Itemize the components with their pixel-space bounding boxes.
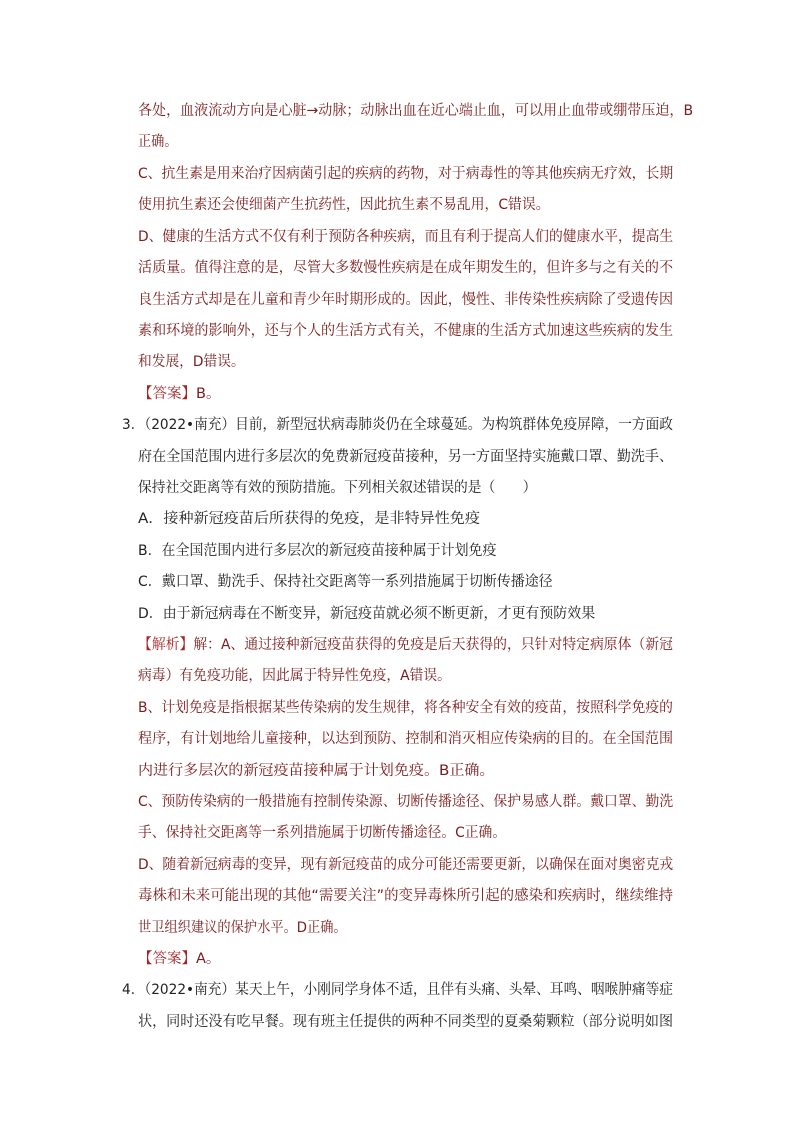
analysis-line: 使用抗生素还会使细菌产生抗药性，因此抗生素不易乱用，C错误。 <box>138 197 550 213</box>
analysis-line: D、随着新冠病毒的变异，现有新冠疫苗的成分可能还需要更新，以确保在面对奥密克戎 <box>138 857 674 873</box>
question-stem-line: 保持社交距离等有效的预防措施。下列相关叙述错误的是（ ） <box>138 480 537 496</box>
answer-line <box>138 949 220 969</box>
analysis-line: 和发展，D错误。 <box>138 354 245 370</box>
answer-line <box>138 384 220 404</box>
analysis-line: 毒株和未来可能出现的其他“需要关注”的变异毒株所引起的感染和疾病时，继续维持 <box>138 888 674 904</box>
option-b: B．在全国范围内进行多层次的新冠疫苗接种属于计划免疫 <box>138 543 497 559</box>
question-stem-line: 府在全国范围内进行多层次的免费新冠疫苗接种，另一方面坚持实施戴口罩、勤洗手、 <box>138 449 674 465</box>
analysis-line: 内进行多层次的新冠疫苗接种属于计划免疫。B正确。 <box>138 763 495 779</box>
analysis-line: 世卫组织建议的保护水平。D正确。 <box>138 920 347 936</box>
answer-value: B。 <box>196 386 221 402</box>
analysis-tag: 【解析】 <box>138 637 194 653</box>
analysis-line: 程序，有计划地给儿童接种，以达到预防、控制和消灭相应传染病的目的。在全国范围 <box>138 731 674 747</box>
question-stem-line: 3．（2022•南充）目前，新型冠状病毒肺炎仍在全球蔓延。为构筑群体免疫屏障，一方面政 <box>122 417 673 433</box>
option-a: A．接种新冠疫苗后所获得的免疫，是非特异性免疫 <box>138 511 480 527</box>
question-stem-line: 4．（2022•南充）某天上午，小刚同学身体不适，且伴有头痛、头晕、耳鸣、咽喉肿痛等症 <box>122 982 673 998</box>
analysis-line: 素和环境的影响外，还与个人的生活方式有关，不健康的生活方式加速这些疾病的发生 <box>138 323 674 339</box>
analysis-line: 正确。 <box>138 134 178 150</box>
question-stem-line: 状，同时还没有吃早餐。现有班主任提供的两种不同类型的夏桑菊颗粒（部分说明如图 <box>138 1014 674 1030</box>
analysis-line: B、计划免疫是指根据某些传染病的发生规律，将各种安全有效的疫苗，按照科学免疫的 <box>138 700 673 716</box>
analysis-line: 手、保持社交距离等一系列措施属于切断传播途径。C正确。 <box>138 825 507 841</box>
analysis-line: C、抗生素是用来治疗因病菌引起的疾病的药物，对于病毒性的等其他疾病无疗效，长期 <box>138 166 674 182</box>
answer-tag: 【答案】 <box>138 386 196 402</box>
analysis-line: D、健康的生活方式不仅有利于预防各种疾病，而且有利于提高人们的健康水平，提高生 <box>138 229 674 245</box>
analysis-text: 解：A、通过接种新冠疫苗获得的免疫是后天获得的，只针对特定病原体（新冠 <box>193 637 673 653</box>
analysis-line <box>138 635 673 655</box>
option-c: C．戴口罩、勤洗手、保持社交距离等一系列措施属于切断传播途径 <box>138 574 553 590</box>
option-d: D．由于新冠病毒在不断变异，新冠疫苗就必须不断更新，才更有预防效果 <box>138 606 596 622</box>
analysis-line: 良生活方式却是在儿童和青少年时期形成的。因此，慢性、非传染性疾病除了受遗传因 <box>138 292 674 308</box>
analysis-line: C、预防传染病的一般措施有控制传染源、切断传播途径、保护易感人群。戴口罩、勤洗 <box>138 794 674 810</box>
analysis-line: 各处，血液流动方向是心脏→动脉；动脉出血在近心端止血，可以用止血带或绷带压迫，B <box>138 103 694 119</box>
analysis-line: 病毒）有免疫功能，因此属于特异性免疫，A错误。 <box>138 668 451 684</box>
answer-tag: 【答案】 <box>138 951 196 967</box>
answer-value: A。 <box>196 951 221 967</box>
analysis-line: 活质量。值得注意的是，尽管大多数慢性疾病是在成年期发生的，但许多与之有关的不 <box>138 260 674 276</box>
